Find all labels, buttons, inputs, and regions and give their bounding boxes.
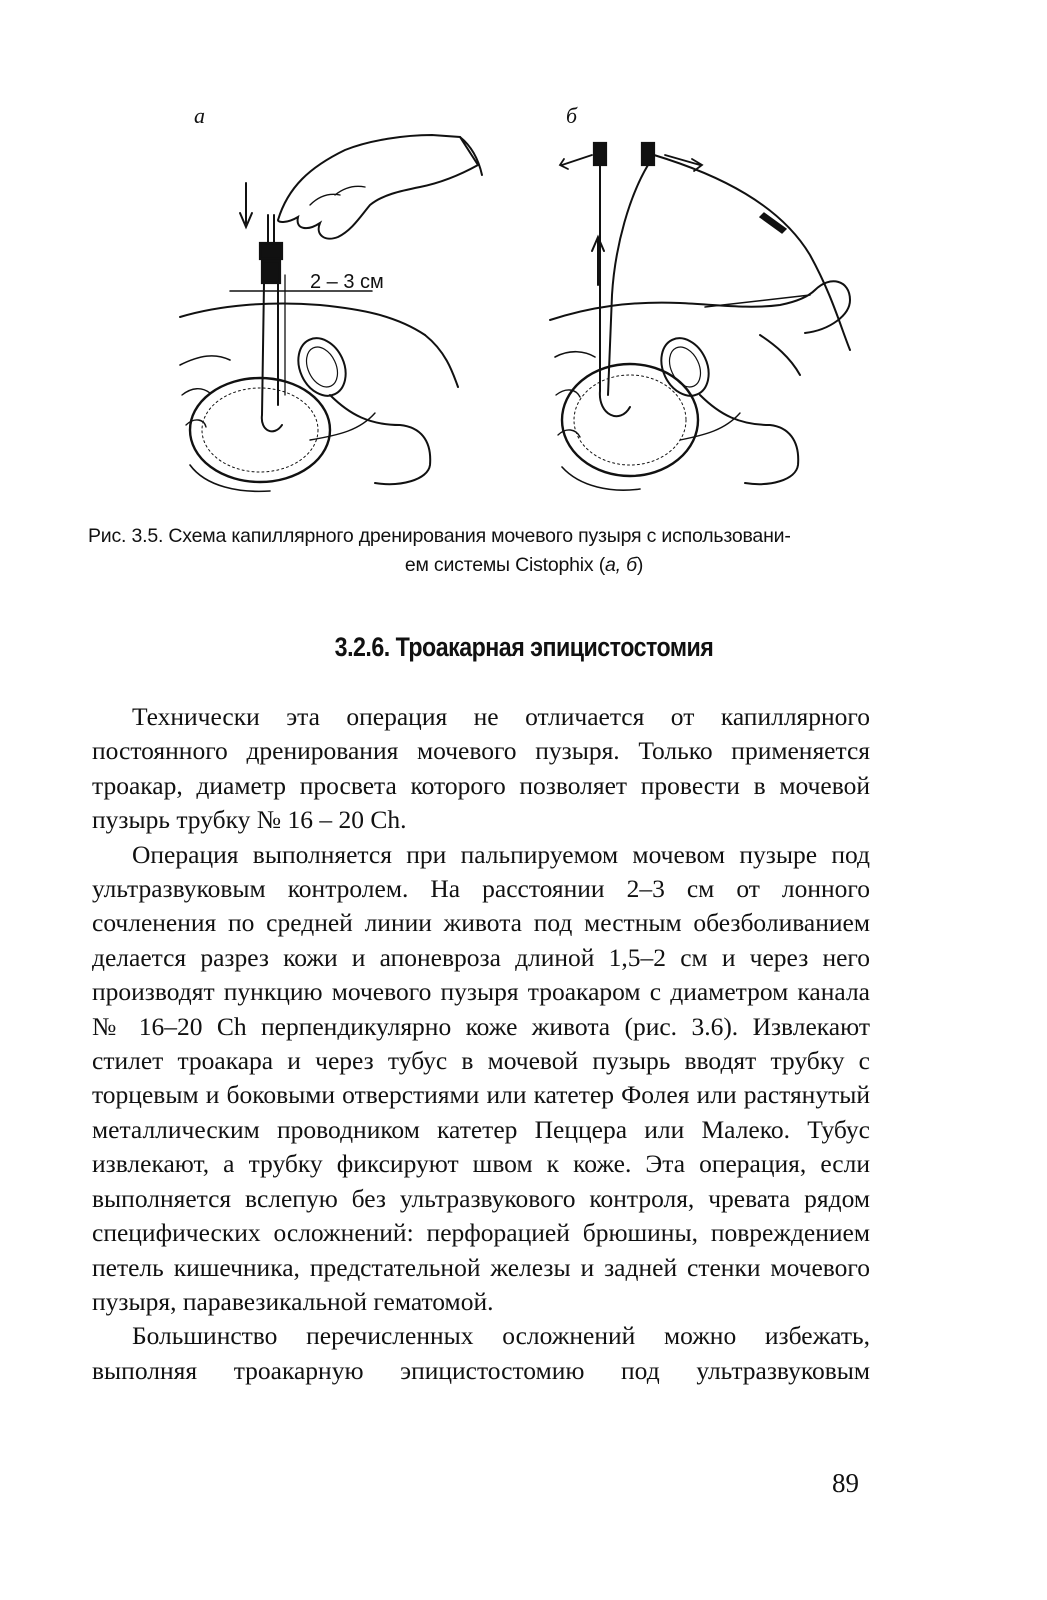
panel-b-drawing — [550, 143, 850, 490]
pubic-bone-b — [652, 331, 717, 404]
bladder-a — [190, 378, 330, 482]
panel-label-b: б — [566, 103, 578, 128]
panel-label-a: а — [194, 103, 205, 128]
catheter-tube-b — [600, 165, 630, 416]
page-number: 89 — [832, 1468, 859, 1498]
caption-line-2 — [88, 551, 960, 580]
right-arrow-b — [665, 155, 702, 171]
panel-a-drawing — [180, 135, 482, 491]
up-arrow-b — [592, 237, 604, 285]
body-text — [92, 700, 870, 1388]
caption-line-1: Рис. 3.5. Схема капиллярного дренирования мочевого пузыря с использовани- — [88, 525, 791, 547]
gloved-hand-a — [278, 135, 478, 239]
left-arrow-b — [560, 155, 592, 169]
connector-left-b — [594, 143, 606, 165]
catheter-tube-a — [262, 283, 282, 431]
paragraph-1: Технически эта операция не отличается от капиллярного постоянного дренирования мочевого пузыря. Только применяется троакар, диаметр просвета которого позволяет провести в мочевой пузырь трубку № 16 – 20 Ch. — [92, 702, 870, 835]
catheter-hub-a — [260, 243, 282, 259]
figure-caption — [88, 522, 960, 580]
paragraph-3: Большинство перечисленных осложнений можно избежать, выполняя троакарную эпицистостомию под ультразвуковым — [92, 1321, 870, 1385]
external-tube-b — [654, 155, 850, 350]
pubic-bone-a — [289, 331, 354, 404]
caption-panel-refs: а, б — [605, 554, 637, 576]
down-arrow-a — [240, 183, 252, 227]
dimension-label: 2 – 3 см — [310, 271, 384, 293]
caption-line-2-suffix: ) — [636, 554, 644, 576]
connector-right-b — [642, 143, 654, 165]
caption-line-2-prefix: ем системы Cistophix ( — [404, 554, 605, 576]
figure-3-5 — [160, 95, 880, 510]
figure-illustration — [160, 95, 880, 510]
paragraph-2: Операция выполняется при пальпируемом мочевом пузыре под ультразвуковым контролем. На расстоянии 2–3 см от лонного сочленения по средней линии живота под местным обезболиванием делается разрез кожи и апоневроза длиной 1,5–2 см и через него производят пункцию мочевого пузыря троакаром с диаметром канала № 16–20 Ch перпендикулярно коже живота (рис. 3.6). Извлекают стилет троакара и через тубус в мочевой пузырь вводят трубку с торцевым и боковыми отверстиями или катетер Фолея или растянутый металлическим проводником катетер Пеццера или Малеко. Тубус извлекают, а трубку фиксируют швом к коже. Эта операция, если выполняется вслепую без ультразвукового контроля, чревата рядом специфических осложнений: перфорацией брюшины, повреждением петель кишечника, предстательной железы и задней стенки мочевого пузыря, паравезикальной гематомой. — [92, 839, 870, 1316]
section-heading: 3.2.6. Троакарная эпицистостомия — [334, 632, 714, 662]
